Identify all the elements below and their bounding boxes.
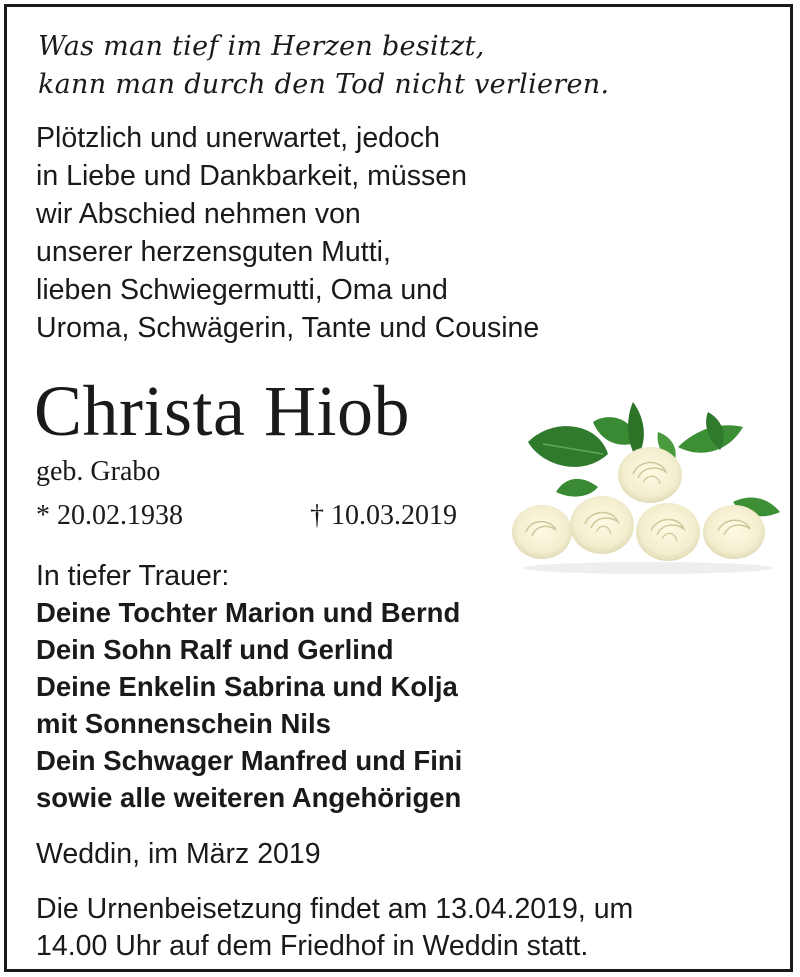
- mourner-line-5: Dein Schwager Manfred und Fini: [36, 745, 463, 776]
- mourner-line-6: sowie alle weiteren Angehörigen: [36, 782, 462, 813]
- deceased-name: Christa Hiob: [34, 371, 410, 451]
- birth-date: * 20.02.1938: [36, 500, 183, 531]
- maiden-name: geb. Grabo: [36, 456, 161, 487]
- intro-line-1: Plötzlich und unerwartet, jedoch: [36, 122, 440, 154]
- white-roses-image: [508, 392, 788, 577]
- mourner-line-1: Deine Tochter Marion und Bernd: [36, 597, 461, 628]
- death-date: † 10.03.2019: [310, 500, 457, 531]
- mourner-line-3: Deine Enkelin Sabrina und Kolja: [36, 671, 458, 702]
- quote-line-1: Was man tief im Herzen besitzt,: [38, 31, 485, 62]
- intro-line-6: Uroma, Schwägerin, Tante und Cousine: [36, 312, 540, 344]
- mourners-heading: In tiefer Trauer:: [36, 560, 230, 592]
- intro-line-5: lieben Schwiegermutti, Oma und: [36, 274, 448, 306]
- funeral-line-1: Die Urnenbeisetzung findet am 13.04.2019, um: [36, 893, 634, 925]
- intro-line-3: wir Abschied nehmen von: [36, 198, 361, 230]
- place-date: Weddin, im März 2019: [36, 838, 321, 870]
- funeral-line-2: 14.00 Uhr auf dem Friedhof in Weddin statt.: [36, 930, 589, 962]
- mourner-line-4: mit Sonnenschein Nils: [36, 708, 331, 739]
- intro-line-4: unserer herzensguten Mutti,: [36, 236, 391, 268]
- intro-line-2: in Liebe und Dankbarkeit, müssen: [36, 160, 467, 192]
- mourner-line-2: Dein Sohn Ralf und Gerlind: [36, 634, 394, 665]
- quote-line-2: kann man durch den Tod nicht verlieren.: [38, 69, 610, 100]
